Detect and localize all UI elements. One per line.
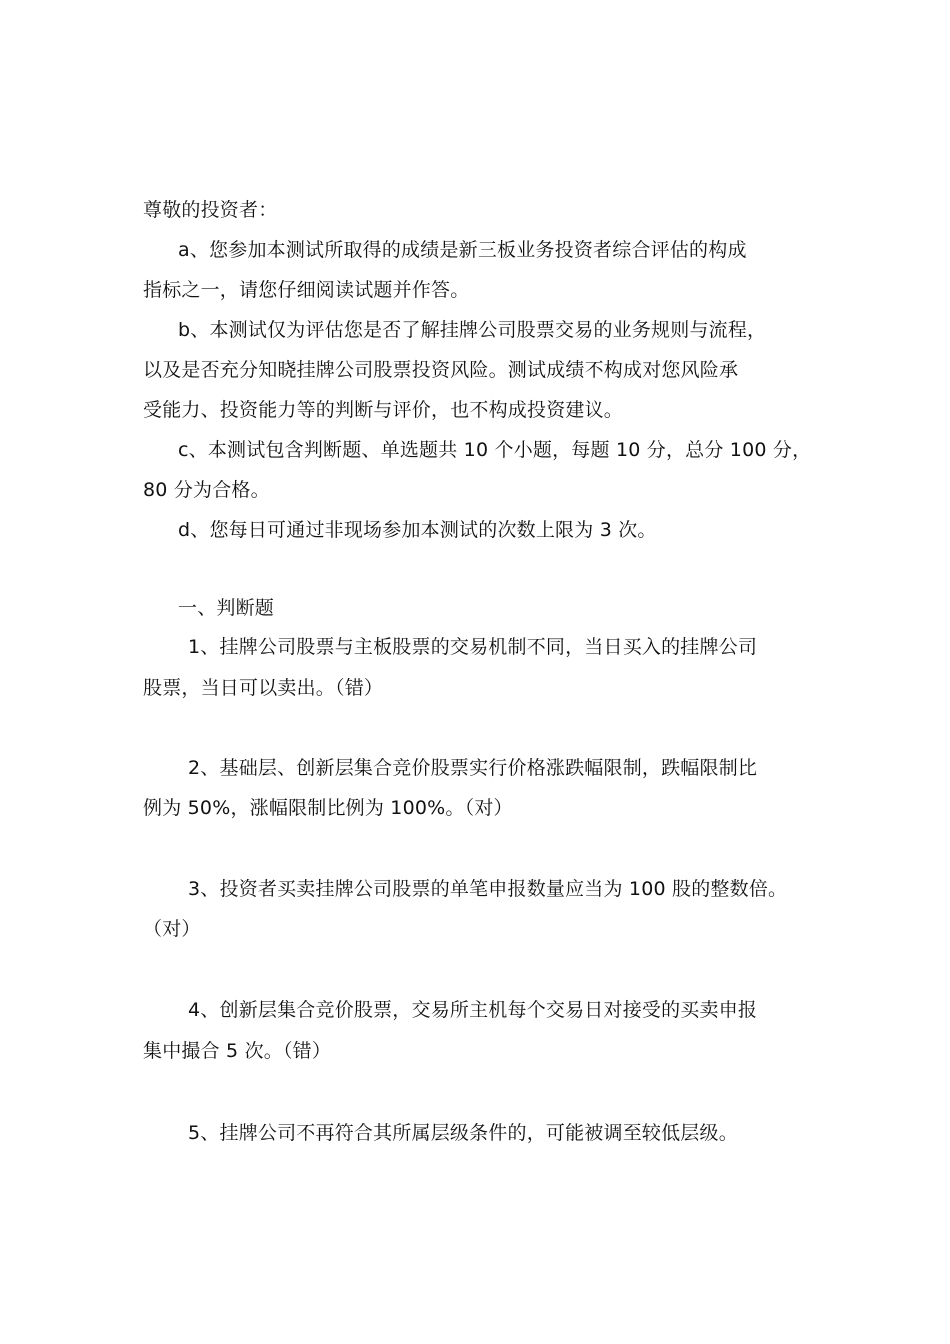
question-5-line-1: 5、挂牌公司不再符合其所属层级条件的，可能被调至较低层级。 — [188, 1122, 738, 1144]
notice-d-line-1: d、您每日可通过非现场参加本测试的次数上限为 3 次。 — [178, 519, 657, 541]
notice-b-line-1: b、本测试仅为评估您是否了解挂牌公司股票交易的业务规则与流程， — [178, 319, 767, 341]
notice-a-line-1: a、您参加本测试所取得的成绩是新三板业务投资者综合评估的构成 — [178, 239, 747, 261]
notice-c-line-2: 80 分为合格。 — [143, 479, 270, 501]
question-3-line-2: （对） — [143, 918, 201, 940]
notice-a-line-2: 指标之一，请您仔细阅读试题并作答。 — [143, 279, 470, 301]
question-1-line-2: 股票，当日可以卖出。（错） — [143, 677, 384, 699]
question-1-line-1: 1、挂牌公司股票与主板股票的交易机制不同，当日买入的挂牌公司 — [188, 636, 758, 658]
question-3-line-1: 3、投资者买卖挂牌公司股票的单笔申报数量应当为 100 股的整数倍。 — [188, 878, 788, 900]
notice-b-line-3: 受能力、投资能力等的判断与评价，也不构成投资建议。 — [143, 399, 624, 421]
question-4-line-1: 4、创新层集合竞价股票，交易所主机每个交易日对接受的买卖申报 — [188, 999, 758, 1021]
question-2-line-1: 2、基础层、创新层集合竞价股票实行价格涨跌幅限制，跌幅限制比 — [188, 757, 758, 779]
question-2-line-2: 例为 50%，涨幅限制比例为 100%。（对） — [143, 797, 513, 819]
section-title: 一、判断题 — [178, 597, 275, 619]
greeting: 尊敬的投资者： — [143, 199, 278, 221]
notice-c-line-1: c、本测试包含判断题、单选题共 10 个小题，每题 10 分，总分 100 分， — [178, 439, 812, 461]
notice-b-line-2: 以及是否充分知晓挂牌公司股票投资风险。测试成绩不构成对您风险承 — [143, 359, 739, 381]
question-4-line-2: 集中撮合 5 次。（错） — [143, 1040, 332, 1062]
